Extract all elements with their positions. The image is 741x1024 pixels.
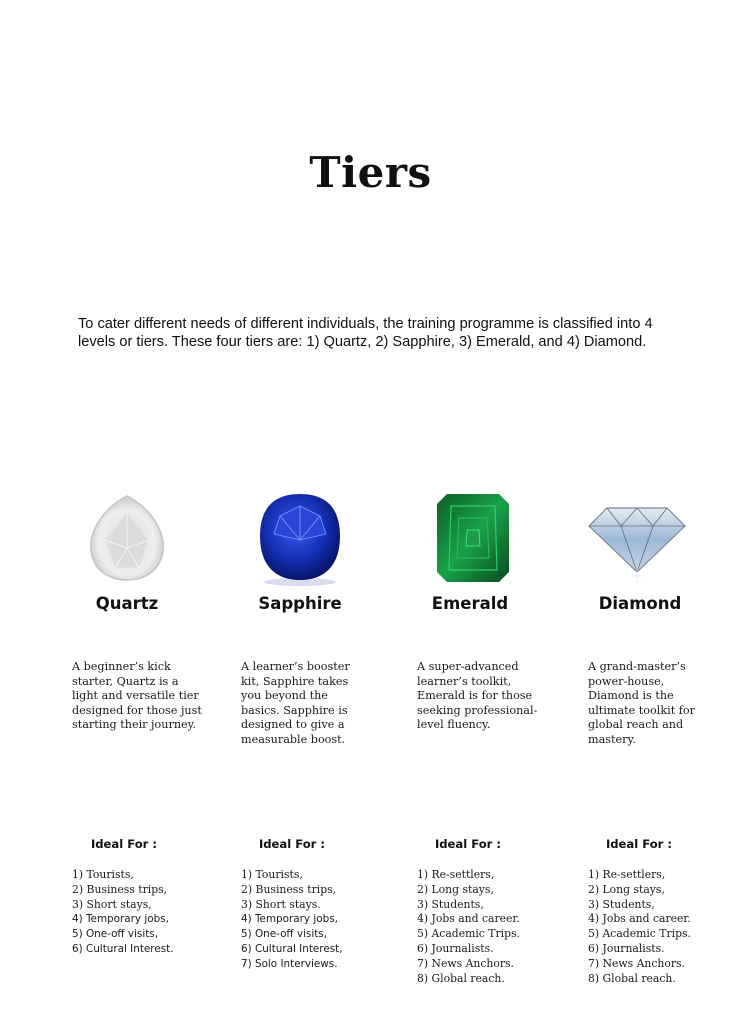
list-item: 2) Business trips, [72,882,168,896]
ideal-for-heading-emerald: Ideal For : [434,837,502,851]
list-item: 7) Solo Interviews. [241,957,338,970]
list-item: 4) Temporary jobs, [241,913,338,926]
list-item: 6) Journalists. [417,941,494,955]
list-item: 1) Re-settlers, [417,868,495,881]
list-item: 5) One-off visits, [241,928,328,941]
list-item: 3) Students, [417,897,484,911]
list-item: 4) Jobs and career. [417,912,520,926]
ideal-for-heading-sapphire: Ideal For : [258,837,326,851]
sapphire-gem-icon [240,488,360,588]
ideal-for-list-quartz [72,868,212,957]
list-item: 6) Cultural Interest. [72,942,174,955]
tier-description-emerald: A super-advanced learner’s toolkit, Emerald is for those seeking professional-level fluency. [417,660,538,732]
tier-description-quartz: A beginner’s kick starter, Quartz is a light and versatile tier designed for those just starting their journey. [72,660,202,732]
list-item: 1) Tourists, [72,868,134,881]
list-item: 8) Global reach. [417,971,505,985]
tier-name-sapphire: Sapphire [258,594,342,613]
tier-name-quartz: Quartz [95,594,159,613]
diamond-gem-icon [577,488,697,588]
list-item: 7) News Anchors. [417,956,514,970]
list-item: 3) Short stays, [72,897,152,911]
list-item: 1) Tourists, [241,868,303,881]
ideal-for-heading-diamond: Ideal For : [605,837,673,851]
list-item: 7) News Anchors. [588,956,685,970]
list-item: 5) Academic Trips. [417,927,520,941]
list-item: 2) Long stays, [417,882,494,896]
ideal-for-list-emerald [417,868,557,986]
emerald-gem-icon [413,488,533,588]
list-item: 2) Long stays, [588,882,665,896]
list-item: 2) Business trips, [241,882,337,896]
page-title: Tiers [309,148,432,197]
tier-name-emerald: Emerald [431,594,509,613]
tier-name-diamond: Diamond [598,594,682,613]
list-item: 4) Jobs and career. [588,912,691,926]
list-item: 1) Re-settlers, [588,868,666,881]
list-item: 8) Global reach. [588,971,676,985]
list-item: 6) Journalists. [588,941,665,955]
quartz-gem-icon [67,488,187,588]
ideal-for-heading-quartz: Ideal For : [90,837,158,851]
list-item: 5) One-off visits, [72,928,159,941]
ideal-for-list-sapphire [241,868,381,972]
list-item: 5) Academic Trips. [588,927,691,941]
tier-description-diamond: A grand-master’s power-house, Diamond is the ultimate toolkit for global reach and mastery. [588,660,695,746]
list-item: 3) Short stays. [241,897,321,911]
list-item: 3) Students, [588,897,655,911]
list-item: 6) Cultural Interest, [241,942,343,955]
list-item: 4) Temporary jobs, [72,913,169,926]
tier-description-sapphire: A learner’s booster kit, Sapphire takes you beyond the basics. Sapphire is designed to give a measurable boost. [241,660,350,746]
ideal-for-list-diamond [588,868,728,986]
intro-paragraph: To cater different needs of different individuals, the training programme is classified into 4 levels or tiers. These four tiers are: 1) Quartz, 2) Sapphire, 3) Emerald, and 4) Diamond. [78,316,653,350]
